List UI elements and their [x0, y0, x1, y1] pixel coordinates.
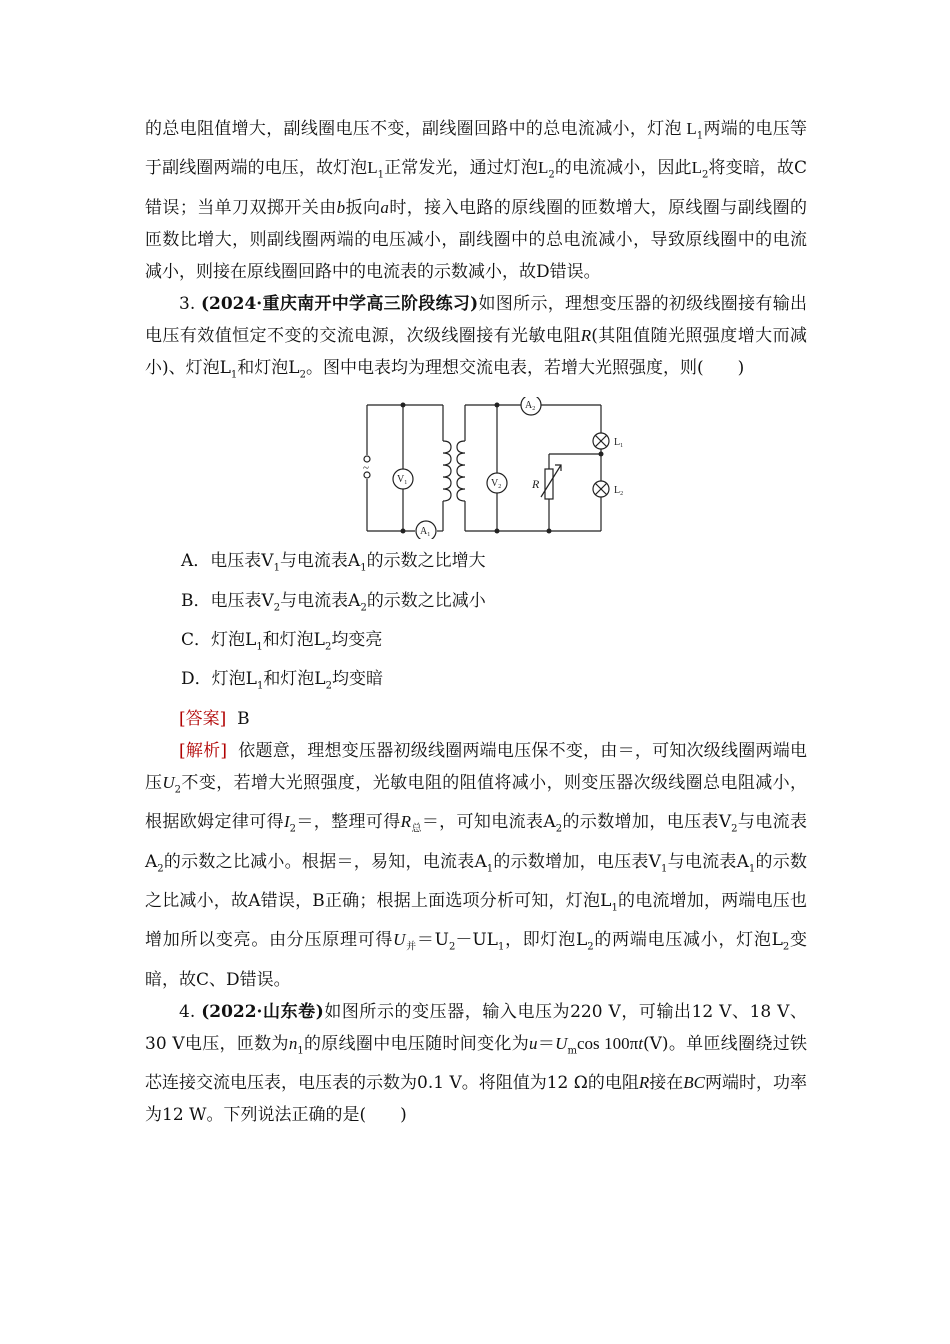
answer-tag: [答案]	[179, 708, 227, 729]
question-3-options	[145, 545, 807, 703]
transformer-circuit-svg	[361, 397, 631, 539]
junction	[401, 529, 406, 534]
option-c[interactable]: C．灯泡$L_1$和灯泡$L_2$均变亮	[181, 629, 383, 653]
analysis-tag: [解析]	[179, 740, 227, 761]
l1-label: $L_1$	[614, 437, 624, 450]
v1-label: $V_1$	[397, 474, 408, 487]
question-number: 3.	[179, 293, 196, 314]
option-a[interactable]: A．电压表$V_1$与电流表$A_1$的示数之比增大	[181, 551, 486, 574]
a1-label: $A_1$	[420, 526, 431, 539]
secondary-coil	[457, 441, 465, 501]
question-3-stem: 3. (2024·重庆南开中学高三阶段练习)如图所示，理想变压器的初级线圈接有输出电压有效值恒定不变的交流电源，次级线圈接有光敏电阻R(其阻值随光照强度增大而减小)、灯泡$L_1$和灯泡$L_2$。图中电表均为理想交流电表，若增大光照强度，则( )	[145, 293, 808, 381]
junction	[495, 529, 500, 534]
analysis-paragraph: [解析] 依题意，理想变压器初级线圈两端电压保不变，由＝，可知次级线圈两端电压$U_2$不变，若增大光照强度，光敏电阻的阻值将减小，则变压器次级线圈总电阻减小，根据欧姆定律可得$I_2=$，整理可得$R_总=$，可知电流表$A_2$的示数增加，电压表$V_2$与电流表$A_2$的示数之比减小。根据＝，易知，电流表$A_1$的示数增加，电压表$V_1$与电流表$A_1$的示数之比减小，故A错误，B正确；根据上面选项分析可知，灯泡$L_1$的电流增加，两端电压也增加所以变亮。由分压原理可得$U_并=U_2-UL_1$，即灯泡$L_2$的两端电压减小，灯泡$L_2$变暗，故C、D错误。	[145, 740, 808, 990]
circuit-diagram	[145, 397, 807, 539]
r-label: R	[532, 477, 540, 492]
junction	[401, 403, 406, 408]
a2-label: $A_2$	[525, 400, 536, 413]
junction	[495, 403, 500, 408]
v2-label: $V_2$	[491, 478, 502, 491]
junction	[599, 452, 604, 457]
l2-label: $L_2$	[614, 485, 624, 498]
question-number: 4.	[179, 1001, 196, 1022]
junction	[547, 529, 552, 534]
question-source: (2022·山东卷)	[201, 1001, 324, 1022]
document-page	[145, 113, 807, 1131]
ac-symbol: ~	[363, 462, 369, 475]
primary-coil	[443, 441, 451, 501]
answer-line	[145, 703, 807, 735]
question-source: (2024·重庆南开中学高三阶段练习)	[200, 293, 479, 314]
option-b[interactable]: B．电压表$V_2$与电流表$A_2$的示数之比减小	[181, 590, 486, 613]
question-4-stem: 4. (2022·山东卷)如图所示的变压器，输入电压为220 V，可输出12 V、18 V、30 V电压，匝数为$n_1$的原线圈中电压随时间变化为$u=U_m\cos$ 100πt(V)。单匝线圈绕过铁芯连接交流电压表，电压表的示数为0.1 V。将阻值为12 Ω的电阻R接在BC两端时，功率为12 W。下列说法正确的是( )	[145, 1001, 808, 1126]
option-d[interactable]: D．灯泡$L_1$和灯泡$L_2$均变暗	[181, 669, 383, 692]
answer-value: B	[237, 708, 250, 729]
solution-continuation: 的总电阻值增大，副线圈电压不变，副线圈回路中的总电流减小，灯泡 $L_1$两端的电压等于副线圈两端的电压，故灯泡$L_1$正常发光，通过灯泡$L_2$的电流减小，因此$L_2$将变暗，故C错误；当单刀双掷开关由b扳向a时，接入电路的原线圈的匝数增大，原线圈与副线圈的匝数比增大，则副线圈两端的电压减小，副线圈中的总电流减小，导致原线圈中的电流减小，则接在原线圈回路中的电流表的示数减小，故D错误。	[145, 119, 808, 282]
